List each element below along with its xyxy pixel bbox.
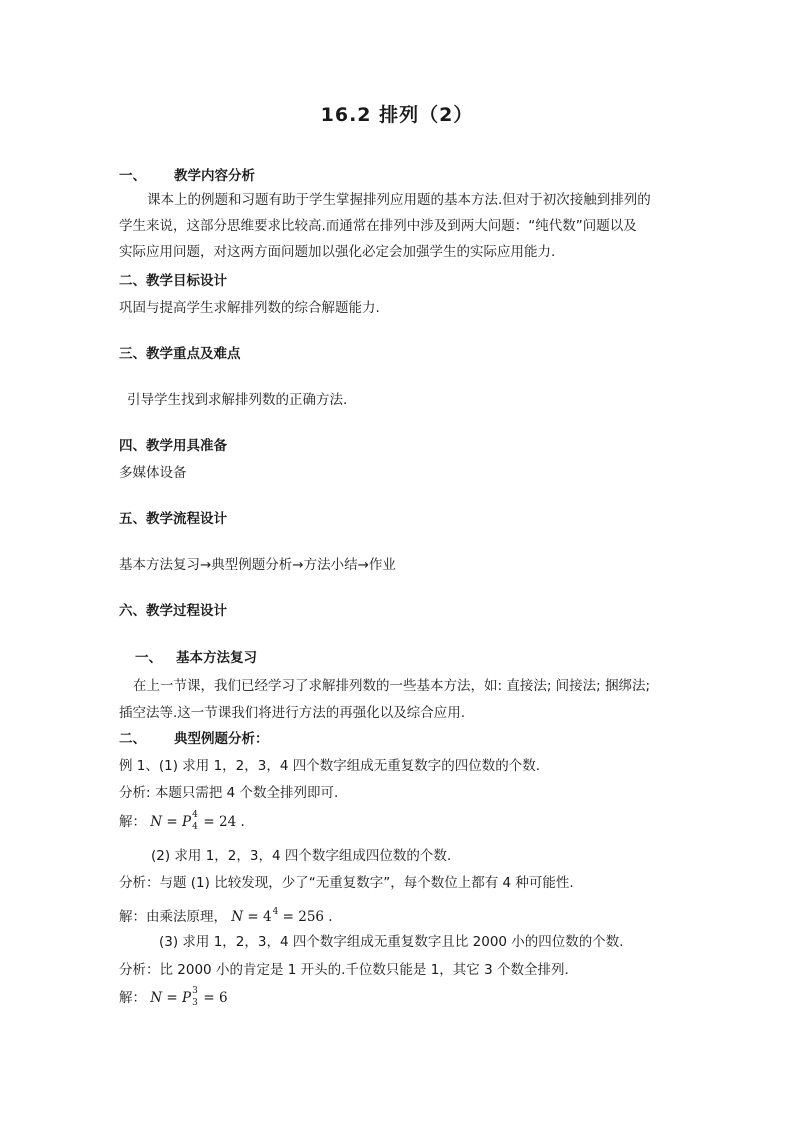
solution-1-indices <box>191 810 199 832</box>
section-3-heading: 三、教学重点及难点 <box>119 346 241 362</box>
section-5-heading: 五、教学流程设计 <box>119 511 227 527</box>
example-1-solution-1 <box>119 812 245 832</box>
solution-1-formula <box>150 810 245 832</box>
example-1-solution-2 <box>119 902 333 927</box>
section-6-heading: 六、教学过程设计 <box>119 603 227 619</box>
solution-3-formula <box>150 986 228 1008</box>
section-2-heading: 二、教学目标设计 <box>119 273 227 289</box>
example-1-question-3: (3) 求用 1，2，3，4 四个数字组成无重复数字且比 2000 小的四位数的个数. <box>159 934 624 950</box>
solution-2-formula <box>231 909 332 925</box>
subsection-1-title: 基本方法复习 <box>176 650 257 666</box>
solution-2-base: 4 <box>263 909 272 925</box>
example-1-analysis-1: 分析: 本题只需把 4 个数全排列即可. <box>119 785 339 801</box>
section-4-para: 多媒体设备 <box>119 465 187 481</box>
solution-3-P: P <box>182 990 192 1006</box>
solution-1-N: N <box>150 814 163 830</box>
solution-3-sup: 3 <box>192 986 198 996</box>
solution-3-indices <box>191 986 199 1008</box>
page-title: 16.2 排列（2） <box>320 104 474 126</box>
example-1-question-1: 例 1、(1) 求用 1，2，3，4 四个数字组成无重复数字的四位数的个数. <box>119 758 541 774</box>
solution-1-sup: 4 <box>192 810 198 820</box>
section-1-heading <box>119 166 255 186</box>
solution-1-sub: 4 <box>192 822 198 832</box>
solution-1-eq: = <box>166 814 178 830</box>
solution-3-label: 解： <box>119 990 146 1006</box>
solution-1-label: 解： <box>119 814 146 830</box>
section-4-heading: 四、教学用具准备 <box>119 438 227 454</box>
section-1-para-line-1: 课本上的例题和习题有助于学生掌握排列应用题的基本方法.但对于初次接触到排列的 <box>147 192 651 208</box>
section-1-number: 一、 <box>119 168 146 184</box>
solution-3-eq: = <box>166 990 178 1006</box>
section-1-title: 教学内容分析 <box>174 168 255 184</box>
section-1-para-line-3: 实际应用问题，对这两方面问题加以强化必定会加强学生的实际应用能力. <box>119 244 556 260</box>
section-5-flow: 基本方法复习→典型例题分析→方法小结→作业 <box>119 557 396 573</box>
example-1-solution-3 <box>119 988 228 1008</box>
section-3-para: 引导学生找到求解排列数的正确方法. <box>127 392 348 408</box>
solution-1-result: = 24 . <box>203 814 245 830</box>
section-1-para-line-2: 学生来说，这部分思维要求比较高.而通常在排列中涉及到两大问题：“纯代数”问题以及 <box>119 218 637 234</box>
subsection-2-number: 二、 <box>119 731 146 747</box>
solution-3-N: N <box>150 990 163 1006</box>
solution-2-N: N <box>231 909 244 925</box>
subsection-1-number: 一、 <box>135 650 162 666</box>
solution-1-P: P <box>182 814 192 830</box>
subsection-1-para-line-1: 在上一节课，我们已经学习了求解排列数的一些基本方法，如: 直接法; 间接法; 捆绑法; <box>133 678 651 694</box>
solution-3-result: = 6 <box>203 990 228 1006</box>
example-1-analysis-3: 分析：比 2000 小的肯定是 1 开头的.千位数只能是 1，其它 3 个数全排列. <box>119 962 569 978</box>
subsection-1-heading <box>135 648 257 668</box>
subsection-2-heading <box>119 729 269 749</box>
solution-2-exponent: 4 <box>272 907 279 917</box>
solution-2-eq: = <box>247 909 259 925</box>
example-1-analysis-2: 分析：与题 (1) 比较发现，少了“无重复数字”，每个数位上都有 4 种可能性. <box>119 875 574 891</box>
subsection-2-title: 典型例题分析： <box>174 731 269 747</box>
section-2-para: 巩固与提高学生求解排列数的综合解题能力. <box>119 300 380 316</box>
subsection-1-para-line-2: 插空法等.这一节课我们将进行方法的再强化以及综合应用. <box>119 705 466 721</box>
solution-2-label: 解：由乘法原理， <box>119 909 227 925</box>
solution-3-sub: 3 <box>192 998 198 1008</box>
solution-2-result: = 256 . <box>282 909 333 925</box>
example-1-question-2: (2) 求用 1，2，3，4 四个数字组成四位数的个数. <box>151 848 452 864</box>
